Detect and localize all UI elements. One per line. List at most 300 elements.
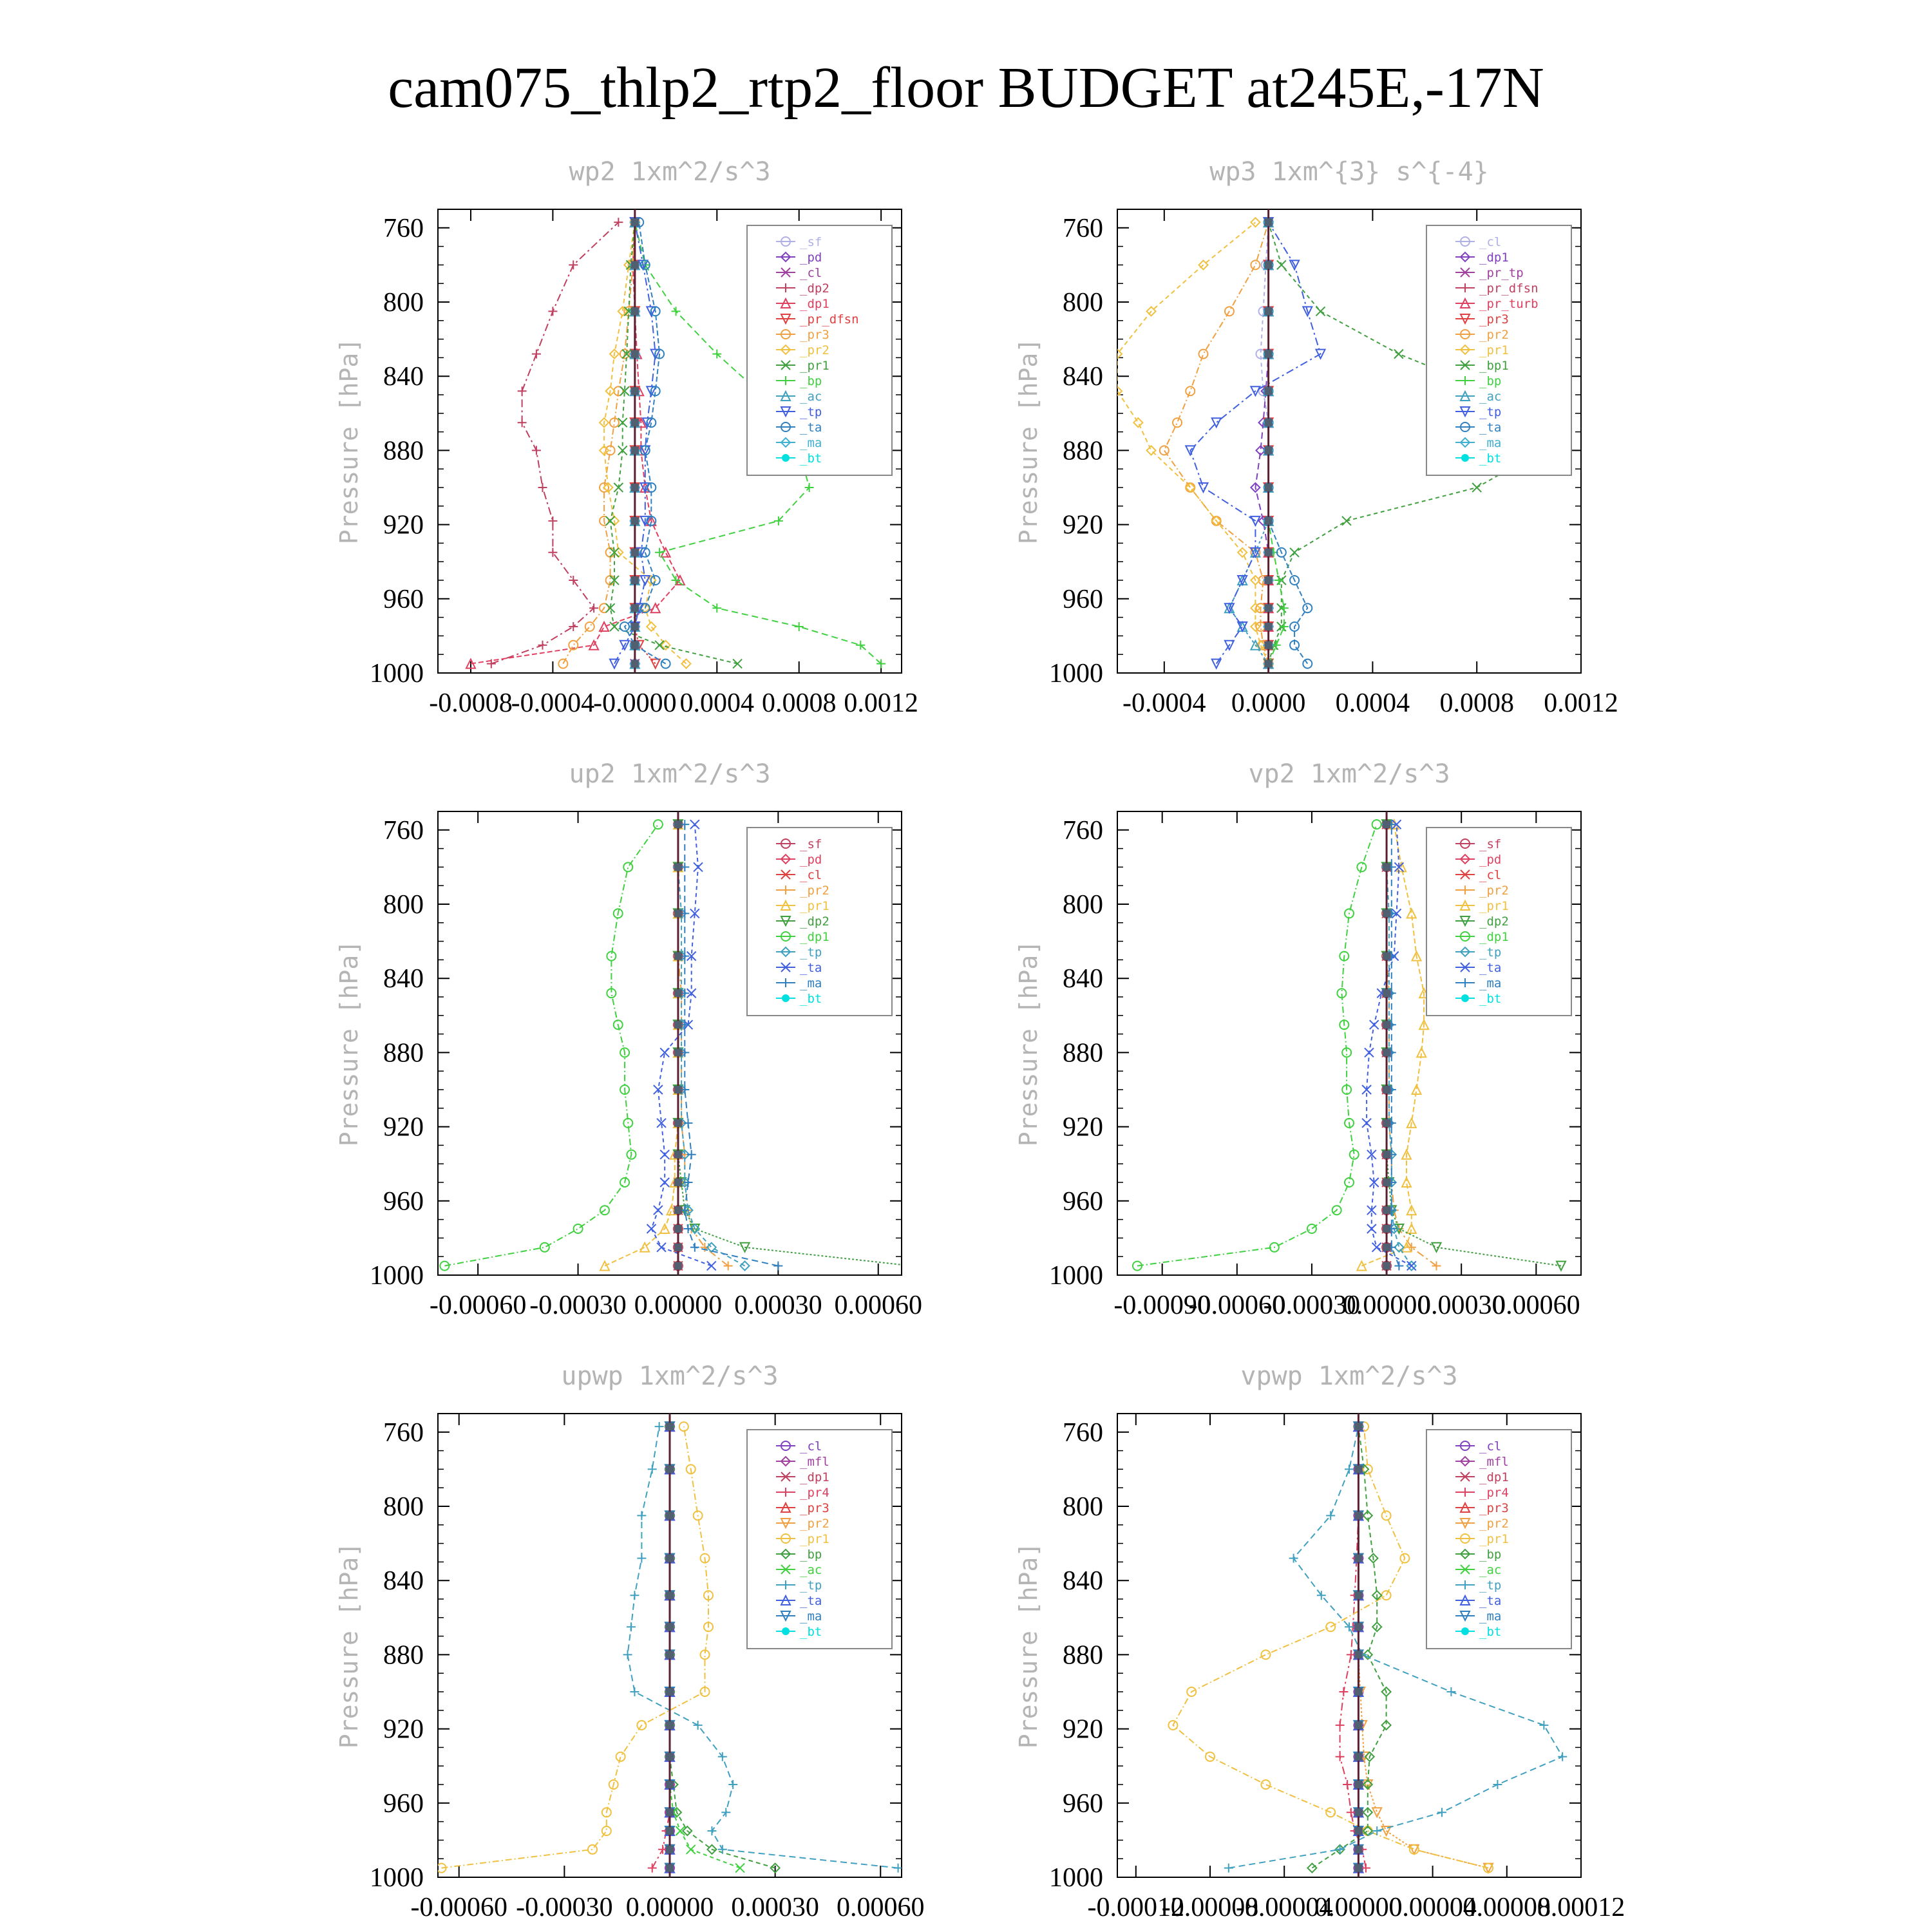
legend-label-dp1: _dp1: [800, 930, 829, 944]
legend-label-ma: _ma: [1479, 436, 1502, 450]
zero-marker: [1265, 446, 1273, 454]
point-dp2: [538, 641, 547, 650]
x-tick-label: -0.00008: [1161, 1893, 1259, 1922]
legend-label-cl: _cl: [800, 1439, 822, 1454]
zero-marker: [1354, 1423, 1362, 1430]
panel-title: vp2 1xm^2/s^3: [1248, 759, 1450, 789]
legend-label-bp: _bp: [800, 374, 822, 388]
zero-marker: [1383, 1151, 1390, 1159]
zero-marker: [666, 1651, 674, 1658]
legend-label-tp: _tp: [1479, 1578, 1502, 1593]
point-pr2: [1160, 446, 1169, 455]
zero-marker: [1383, 989, 1390, 997]
y-tick-label: 880: [383, 436, 424, 466]
x-tick-label: -0.00060: [410, 1893, 507, 1922]
x-tick-label: 0.00000: [1342, 1291, 1431, 1320]
series-line-dp1: [444, 824, 658, 1265]
y-tick-label: 760: [1063, 213, 1103, 243]
x-tick-label: -0.0000: [593, 688, 677, 718]
zero-marker: [1265, 517, 1273, 525]
y-tick-label: 880: [1063, 436, 1103, 466]
zero-marker: [1265, 641, 1273, 649]
legend-label-ma: _ma: [800, 436, 822, 450]
point-tp: [637, 1511, 646, 1520]
legend-label-bp: _bp: [1479, 374, 1502, 388]
zero-marker: [1383, 863, 1390, 871]
y-tick-label: 840: [383, 964, 424, 994]
zero-marker: [674, 989, 682, 997]
point-pr1: [614, 483, 623, 492]
legend-label-pr1: _pr1: [800, 899, 829, 913]
series-line-pr1: [605, 824, 678, 1265]
zero-marker: [666, 1721, 674, 1729]
legend-label-dp1: _dp1: [800, 297, 829, 311]
legend-label-ta: _ta: [1479, 1594, 1502, 1608]
point-dp1: [1307, 1224, 1316, 1233]
point-tp: [1437, 1808, 1446, 1817]
legend-label-pr2: _pr2: [1479, 328, 1509, 342]
series-line-pr1: [1117, 222, 1269, 663]
point-tp: [1446, 1687, 1455, 1696]
legend-label-pr2: _pr2: [800, 343, 829, 357]
legend-label-ta: _ta: [800, 1594, 822, 1608]
y-tick-label: 760: [1063, 1417, 1103, 1448]
series-line-tp: [678, 824, 745, 1265]
zero-marker: [1265, 419, 1273, 426]
x-tick-label: 0.00030: [1417, 1291, 1506, 1320]
legend-label-ac: _ac: [800, 390, 822, 404]
zero-marker: [1354, 1864, 1362, 1872]
panel-2: [1014, 157, 1618, 718]
point-dp2: [1432, 1243, 1441, 1252]
zero-marker: [631, 261, 639, 269]
series-line-ac: [670, 1426, 740, 1868]
zero-marker: [674, 909, 682, 917]
zero-marker: [666, 1864, 674, 1872]
zero-marker: [1383, 820, 1390, 828]
legend-marker-bt: [782, 1627, 790, 1635]
x-tick-label: 0.0012: [1544, 688, 1618, 718]
point-dp2: [907, 1262, 916, 1271]
zero-marker: [666, 1846, 674, 1853]
point-ta: [707, 1262, 716, 1271]
series-line-ac: [1229, 222, 1269, 663]
legend-label-tp: _tp: [800, 1578, 822, 1593]
zero-marker: [666, 1555, 674, 1562]
zero-marker: [1354, 1651, 1362, 1658]
y-tick-label: 800: [383, 288, 424, 317]
zero-marker: [666, 1591, 674, 1599]
point-dp1: [1372, 820, 1381, 829]
point-tp: [1493, 1780, 1502, 1789]
point-ta: [690, 820, 699, 829]
x-tick-label: -0.0004: [511, 688, 595, 718]
x-tick-label: 0.00012: [1537, 1893, 1625, 1922]
legend-label-ma: _ma: [1479, 976, 1502, 990]
point-bp1: [1277, 260, 1286, 269]
y-tick-label: 760: [1063, 815, 1103, 846]
series-line-tp: [1190, 222, 1320, 663]
y-tick-label: 1000: [1049, 1261, 1103, 1291]
y-axis-label: Pressure [hPa]: [335, 1542, 363, 1749]
point-pr1: [1261, 1780, 1270, 1789]
x-tick-label: 0.00000: [1314, 1893, 1403, 1922]
zero-marker: [674, 1179, 682, 1186]
x-tick-label: 0.0004: [1335, 688, 1410, 718]
x-tick-label: -0.0008: [429, 688, 513, 718]
y-axis-label: Pressure [hPa]: [335, 940, 363, 1147]
legend-label-pr_tp: _pr_tp: [1479, 266, 1524, 280]
series-line-pr4: [1340, 1426, 1366, 1868]
legend-label-pr2: _pr2: [1479, 884, 1509, 898]
point-dp1: [654, 820, 663, 829]
figure-title: cam075_thlp2_rtp2_floor BUDGET at245E,-17N: [388, 56, 1544, 120]
legend-label-ac: _ac: [1479, 1563, 1502, 1577]
zero-marker: [1354, 1753, 1362, 1761]
y-tick-label: 920: [1063, 1112, 1103, 1142]
legend-marker-bt: [1461, 994, 1469, 1002]
zero-marker: [1383, 1021, 1390, 1028]
zero-marker: [1354, 1623, 1362, 1631]
zero-marker: [631, 484, 639, 491]
point-pr1: [606, 516, 615, 526]
legend-marker-bt: [1461, 1627, 1469, 1635]
point-pr1: [1382, 1591, 1391, 1600]
zero-marker: [666, 1688, 674, 1696]
point-dp2: [548, 516, 557, 526]
y-tick-label: 800: [1063, 1492, 1103, 1522]
point-dp2: [518, 386, 527, 395]
y-tick-label: 960: [383, 1788, 424, 1819]
point-ta: [1362, 1119, 1371, 1128]
y-tick-label: 760: [383, 1417, 424, 1448]
point-tp: [610, 659, 619, 668]
legend-label-bt: _bt: [800, 992, 822, 1006]
point-tp: [1558, 1752, 1567, 1761]
point-bp1: [1394, 350, 1403, 359]
point-pr4: [1336, 1752, 1345, 1761]
zero-marker: [1265, 623, 1273, 630]
series-line-ta: [1269, 222, 1308, 663]
legend-label-bt: _bt: [1479, 1625, 1502, 1639]
point-bp: [712, 603, 721, 612]
legend-label-tp: _tp: [800, 405, 822, 419]
legend-label-dp1: _dp1: [800, 1470, 829, 1484]
y-axis-label: Pressure [hPa]: [1014, 1542, 1043, 1749]
zero-marker: [631, 576, 639, 584]
series-line-pr1: [442, 1426, 709, 1868]
legend-marker-bt: [782, 454, 790, 462]
point-dp1: [623, 862, 632, 871]
legend-label-sf: _sf: [1479, 837, 1502, 851]
point-tp: [1539, 1721, 1548, 1730]
y-tick-label: 960: [1063, 584, 1103, 614]
legend-label-ma: _ma: [800, 1609, 822, 1624]
legend-label-pr_turb: _pr_turb: [1479, 297, 1539, 311]
x-tick-label: -0.00004: [1235, 1893, 1333, 1922]
point-pr2: [1198, 350, 1208, 359]
point-bp: [672, 307, 681, 316]
zero-marker: [674, 952, 682, 960]
legend-label-ac: _ac: [1479, 390, 1502, 404]
zero-marker: [666, 1423, 674, 1430]
panel-1: [335, 157, 918, 718]
point-tp: [741, 1262, 750, 1271]
point-pr2: [1372, 1808, 1381, 1817]
point-tp: [718, 1845, 727, 1854]
point-dp2: [548, 307, 557, 316]
x-tick-label: -0.00090: [1113, 1291, 1211, 1320]
legend-label-mfl: _mfl: [800, 1455, 829, 1469]
legend-label-pd: _pd: [800, 251, 822, 265]
point-bp: [805, 483, 814, 492]
zero-marker: [1383, 1262, 1390, 1270]
point-ta: [647, 1224, 656, 1233]
legend-label-ac: _ac: [800, 1563, 822, 1577]
point-pr3: [585, 622, 594, 631]
point-pr1: [733, 659, 742, 668]
zero-marker: [631, 660, 639, 668]
zero-marker: [1354, 1827, 1362, 1835]
zero-marker: [666, 1753, 674, 1761]
zero-marker: [1383, 1244, 1390, 1251]
legend-label-pr2: _pr2: [1479, 1517, 1509, 1531]
x-tick-label: 0.0012: [844, 688, 918, 718]
legend-label-pr1: _pr1: [800, 359, 829, 373]
point-pr1: [616, 1752, 625, 1761]
x-tick-label: -0.00030: [529, 1291, 627, 1320]
zero-marker: [674, 1262, 682, 1270]
point-tp: [637, 1554, 646, 1563]
series-line-pr3: [563, 222, 635, 663]
legend-label-mfl: _mfl: [1479, 1455, 1509, 1469]
zero-marker: [1383, 909, 1390, 917]
point-tp: [630, 1687, 639, 1696]
point-ta: [654, 1206, 663, 1215]
zero-marker: [631, 350, 639, 358]
legend-label-pr3: _pr3: [1479, 1501, 1509, 1515]
zero-marker: [1383, 952, 1390, 960]
legend-label-tp: _tp: [1479, 405, 1502, 419]
legend-label-pr3: _pr3: [800, 1501, 829, 1515]
point-bp: [1280, 603, 1289, 612]
point-bp: [795, 622, 804, 631]
zero-marker: [1354, 1721, 1362, 1729]
zero-marker: [1383, 1206, 1390, 1214]
point-pr1: [600, 1262, 609, 1271]
point-ma: [687, 1150, 696, 1159]
legend-label-bt: _bt: [800, 451, 822, 466]
point-ac: [687, 1845, 696, 1854]
legend-label-dp2: _dp2: [800, 914, 829, 929]
legend-label-cl: _cl: [1479, 868, 1502, 882]
y-tick-label: 840: [1063, 362, 1103, 392]
point-pr2: [1173, 418, 1182, 427]
x-tick-label: 0.00060: [837, 1893, 925, 1922]
legend-label-ta: _ta: [1479, 961, 1502, 975]
zero-marker: [1265, 576, 1273, 584]
point-bp1: [1316, 307, 1325, 316]
x-tick-label: 0.0008: [1439, 688, 1514, 718]
point-bp1: [1290, 548, 1299, 557]
y-tick-label: 880: [383, 1038, 424, 1068]
point-pr1: [1251, 218, 1260, 227]
zero-marker: [674, 1048, 682, 1056]
point-bp1: [1342, 516, 1351, 526]
zero-marker: [1265, 261, 1273, 269]
x-tick-label: -0.00012: [1087, 1893, 1185, 1922]
point-pr1: [1407, 1224, 1416, 1233]
point-pr2: [1186, 386, 1195, 395]
point-ac: [735, 1864, 744, 1873]
series-line-pr2: [1164, 222, 1269, 663]
zero-marker: [1265, 660, 1273, 668]
x-tick-label: 0.00060: [834, 1291, 922, 1320]
legend-label-dp2: _dp2: [800, 281, 829, 296]
legend-label-bp: _bp: [1479, 1548, 1502, 1562]
y-tick-label: 800: [383, 890, 424, 920]
x-tick-label: -0.00030: [1263, 1291, 1361, 1320]
x-tick-label: 0.00030: [731, 1893, 819, 1922]
x-tick-label: 0.0008: [761, 688, 837, 718]
point-pr1: [602, 1826, 611, 1835]
y-tick-label: 840: [1063, 964, 1103, 994]
y-tick-label: 880: [383, 1640, 424, 1671]
legend-label-pr1: _pr1: [1479, 343, 1509, 357]
y-tick-label: 840: [1063, 1566, 1103, 1596]
point-tp: [630, 1591, 639, 1600]
point-dp2: [518, 418, 527, 427]
zero-marker: [1265, 218, 1273, 226]
zero-marker: [1354, 1688, 1362, 1696]
legend-label-pr3: _pr3: [1479, 312, 1509, 327]
point-tp: [1372, 1826, 1381, 1835]
point-pr4: [1336, 1721, 1345, 1730]
zero-marker: [1265, 350, 1273, 358]
legend-label-pd: _pd: [800, 853, 822, 867]
y-tick-label: 1000: [1049, 659, 1103, 688]
y-tick-label: 960: [1063, 1788, 1103, 1819]
point-dp2: [532, 350, 541, 359]
zero-marker: [1354, 1781, 1362, 1788]
point-tp: [707, 1826, 716, 1835]
zero-marker: [666, 1465, 674, 1473]
zero-marker: [674, 1119, 682, 1127]
point-dp1: [574, 1224, 583, 1233]
point-bp: [1274, 576, 1283, 585]
zero-marker: [1354, 1846, 1362, 1853]
x-tick-label: 0.00060: [1492, 1291, 1580, 1320]
zero-marker: [666, 1808, 674, 1816]
y-tick-label: 920: [1063, 1714, 1103, 1745]
zero-marker: [1265, 484, 1273, 491]
point-pr1: [1133, 418, 1142, 427]
zero-marker: [1354, 1465, 1362, 1473]
point-tp: [648, 1464, 657, 1473]
point-dp2: [569, 576, 578, 585]
series-line-dp2: [491, 222, 619, 663]
legend-label-tp: _tp: [800, 945, 822, 960]
point-tp: [1345, 1464, 1354, 1473]
y-tick-label: 1000: [370, 659, 424, 688]
point-tp: [623, 1650, 632, 1659]
point-pr4: [1343, 1780, 1352, 1789]
zero-marker: [631, 218, 639, 226]
y-tick-label: 960: [383, 584, 424, 614]
panel-title: vpwp 1xm^2/s^3: [1240, 1361, 1458, 1391]
series-line-bp: [1269, 222, 1284, 663]
point-ta: [1407, 1262, 1416, 1271]
zero-marker: [1265, 387, 1273, 395]
y-tick-label: 800: [383, 1492, 424, 1522]
point-pr1: [1382, 1511, 1391, 1520]
point-tp: [1224, 1864, 1233, 1873]
zero-marker: [1265, 307, 1273, 315]
point-ta: [1372, 1243, 1381, 1252]
y-tick-label: 880: [1063, 1038, 1103, 1068]
zero-marker: [674, 1206, 682, 1214]
y-axis-label: Pressure [hPa]: [1014, 337, 1043, 545]
legend-label-ta: _ta: [800, 421, 822, 435]
zero-marker: [1354, 1808, 1362, 1816]
point-pr4: [648, 1864, 657, 1873]
legend-label-cl: _cl: [800, 868, 822, 882]
zero-marker: [674, 1086, 682, 1094]
legend-label-sf: _sf: [800, 837, 822, 851]
point-ma: [690, 1243, 699, 1252]
legend-label-pr3: _pr3: [800, 328, 829, 342]
point-bp: [655, 548, 664, 557]
legend-label-cl: _cl: [1479, 235, 1502, 249]
zero-marker: [631, 623, 639, 630]
legend-label-pr1: _pr1: [800, 1532, 829, 1546]
zero-marker: [1383, 1086, 1390, 1094]
legend-label-pd: _pd: [1479, 853, 1502, 867]
y-tick-label: 920: [383, 1714, 424, 1745]
point-pr4: [1339, 1687, 1348, 1696]
zero-marker: [674, 1021, 682, 1028]
legend-label-cl: _cl: [1479, 1439, 1502, 1454]
point-pr1: [618, 446, 627, 455]
legend-marker-bt: [1461, 454, 1469, 462]
point-ta: [660, 1150, 669, 1159]
point-dp1: [540, 1243, 549, 1252]
x-tick-label: -0.0004: [1122, 688, 1206, 718]
zero-marker: [1383, 1225, 1390, 1233]
y-tick-label: 920: [383, 1112, 424, 1142]
y-tick-label: 1000: [370, 1863, 424, 1893]
series-line-pr1: [611, 222, 738, 663]
legend-marker-bt: [782, 994, 790, 1002]
point-bp1: [1472, 483, 1481, 492]
point-ta: [660, 1178, 669, 1187]
point-tp: [728, 1780, 737, 1789]
zero-marker: [1383, 1048, 1390, 1056]
point-tp: [1198, 483, 1208, 492]
x-tick-label: -0.00060: [1188, 1291, 1286, 1320]
zero-marker: [1265, 604, 1273, 612]
legend-label-pr2: _pr2: [800, 884, 829, 898]
x-tick-label: 0.00004: [1388, 1893, 1477, 1922]
y-tick-label: 1000: [370, 1261, 424, 1291]
point-dp2: [569, 622, 578, 631]
point-pr1: [1261, 1650, 1270, 1659]
legend-label-pr1: _pr1: [1479, 899, 1509, 913]
y-tick-label: 960: [383, 1186, 424, 1217]
zero-marker: [674, 1244, 682, 1251]
y-tick-label: 800: [1063, 890, 1103, 920]
zero-marker: [1265, 549, 1273, 556]
